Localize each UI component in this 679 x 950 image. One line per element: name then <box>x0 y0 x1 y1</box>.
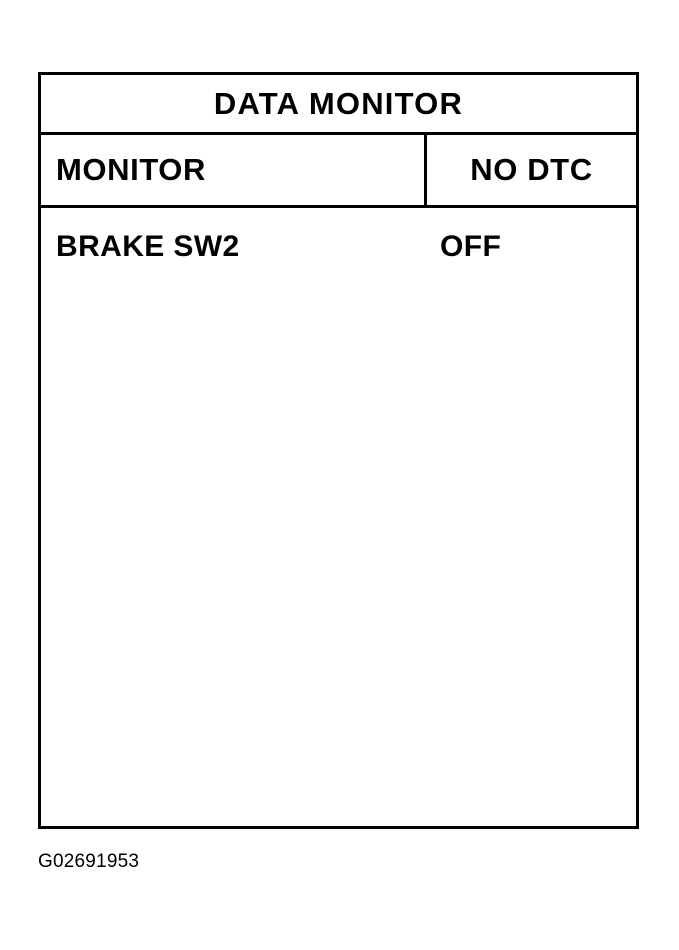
status-mode-label: MONITOR <box>56 152 207 187</box>
status-dtc-cell <box>427 135 636 205</box>
table-row <box>41 230 636 270</box>
data-list <box>41 208 636 823</box>
figure-caption: G02691953 <box>38 851 140 872</box>
status-mode-cell <box>41 135 427 205</box>
page-title: DATA MONITOR <box>213 85 464 121</box>
parameter-value: OFF <box>440 230 502 263</box>
screen-title-row <box>41 75 636 135</box>
parameter-name: BRAKE SW2 <box>56 230 240 263</box>
status-bar <box>41 135 636 208</box>
scan-tool-screen <box>38 72 639 829</box>
status-badge: NO DTC <box>470 152 593 187</box>
